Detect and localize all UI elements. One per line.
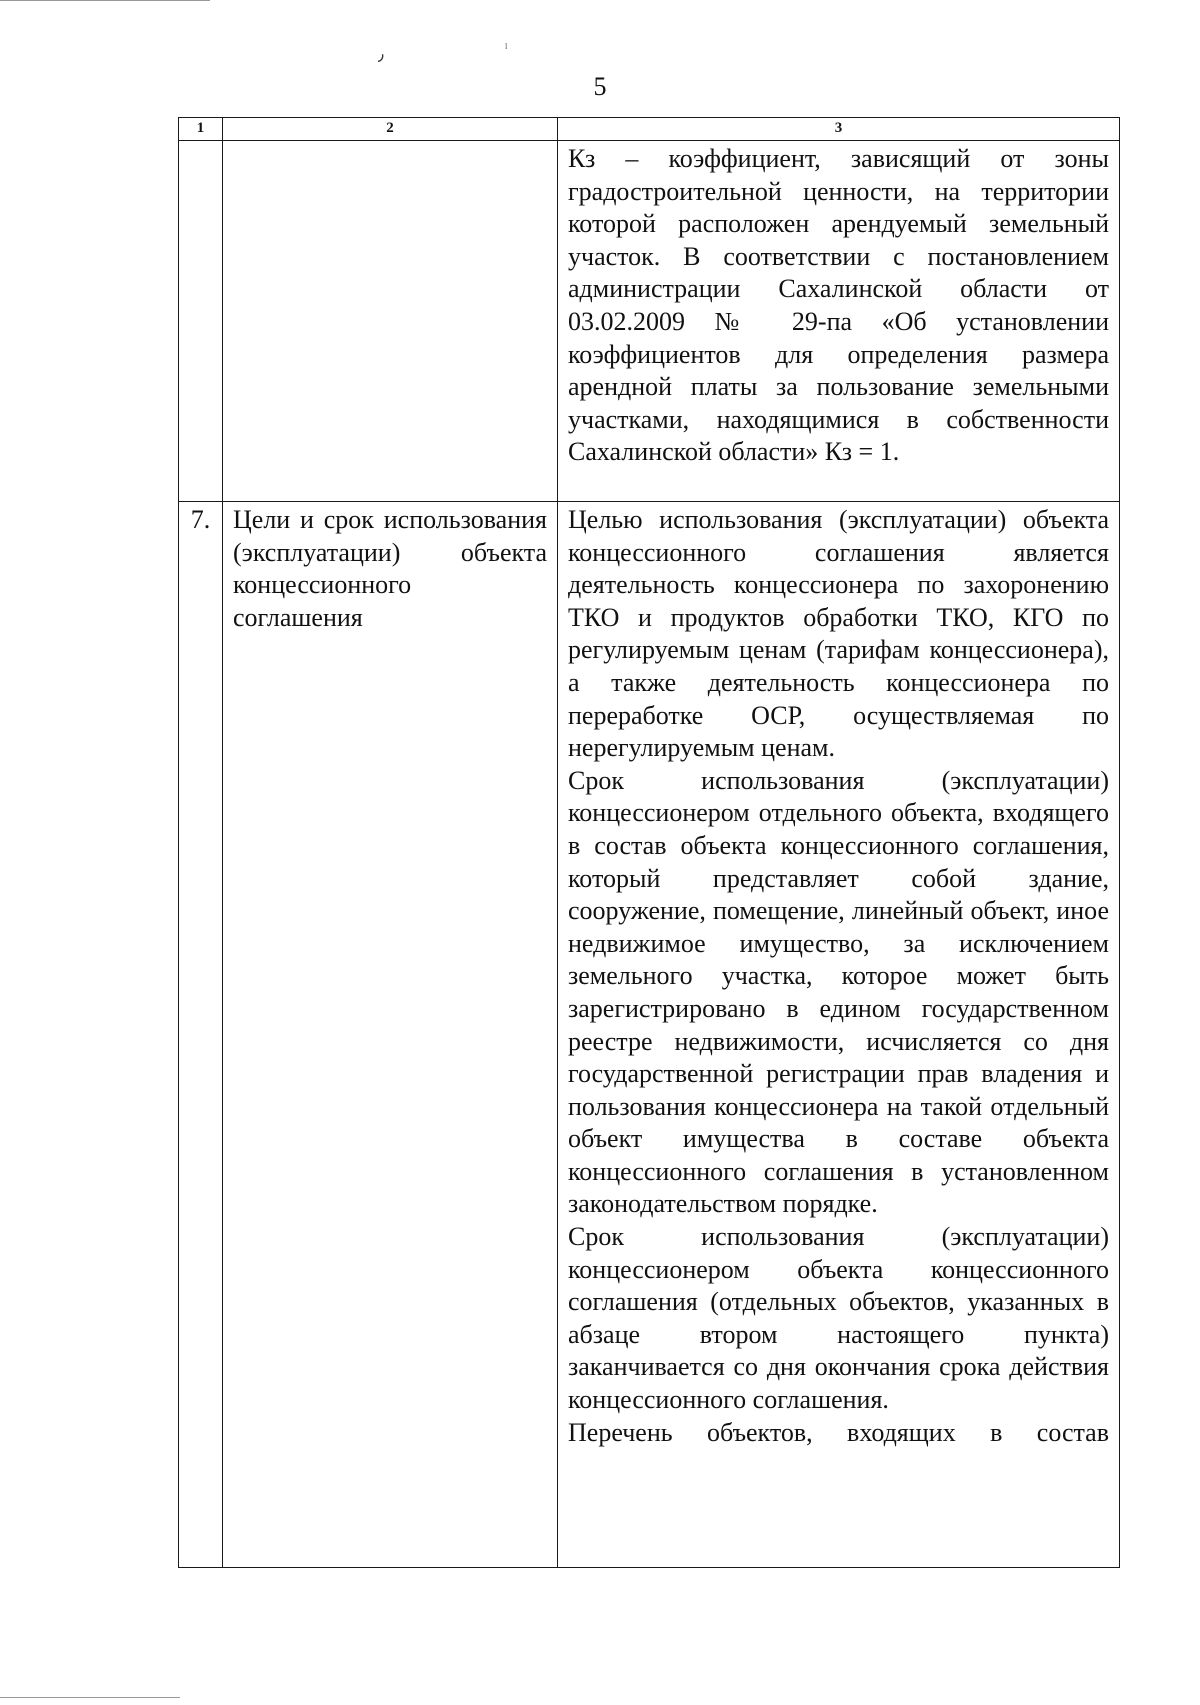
term-start-paragraph: Срок использования (эксплуатации) концессионером отдельного объекта, входящего в состав объекта концессионного соглашения, который представляет собой здание, сооружение, помещение, линейный объект, иное недвижимое имущество, за исключением земельного участка, которое может быть зарегистрировано в едином государственном реестре недвижимости, исчисляется со дня государственной регистрации прав владения и пользования концессионера на такой отдельный объект имущества в составе объекта концессионного соглашения в установленном законодательством порядке.	[568, 765, 1109, 1219]
scan-edge-top	[0, 0, 210, 1]
row-name-cell	[223, 141, 558, 502]
kz-coefficient-paragraph: Кз – коэффициент, зависящий от зоны градостроительной ценности, на территории которой расположен арендуемый земельный участок. В соответствии с постановлением администрации Сахалинской области от 03.02.2009 № 29-па «Об установлении коэффициентов для определения размера арендной платы за пользование земельными участками, находящимися в собственности Сахалинской области» Кз = 1.	[568, 144, 1109, 467]
term-end-paragraph: Срок использования (эксплуатации) концессионером объекта концессионного соглашения (отдельных объектов, указанных в абзаце втором настоящего пункта) заканчивается со дня окончания срока действия концессионного соглашения.	[568, 1222, 1109, 1415]
objects-list-paragraph: Перечень объектов, входящих в состав	[568, 1417, 1109, 1447]
scan-mark: ˡ	[505, 42, 508, 57]
row-name-text: Цели и срок использования (эксплуатации) объекта концессионного соглашения	[233, 505, 547, 632]
table-row	[179, 502, 1120, 1568]
document-table	[178, 117, 1120, 1568]
scan-mark: ٫	[378, 44, 384, 64]
row-content-cell	[558, 502, 1120, 1568]
row-number-cell	[179, 141, 223, 502]
column-header-3: 3	[558, 118, 1120, 141]
page-number: 5	[593, 72, 607, 101]
table-header-row	[179, 118, 1120, 141]
row-content-cell	[558, 141, 1120, 502]
table-row	[179, 141, 1120, 502]
purpose-paragraph: Целью использования (эксплуатации) объекта концессионного соглашения является деятельность концессионера по захоронению ТКО и продуктов обработки ТКО, КГО по регулируемым ценам (тарифам концессионера), а также деятельность концессионера по переработке ОСР, осуществляемая по нерегулируемым ценам.	[568, 505, 1109, 763]
row-number-cell: 7.	[179, 502, 223, 1568]
column-header-2: 2	[223, 118, 558, 141]
column-header-1: 1	[179, 118, 223, 141]
scan-edge-bottom	[0, 1697, 180, 1698]
row-name-cell	[223, 502, 558, 1568]
